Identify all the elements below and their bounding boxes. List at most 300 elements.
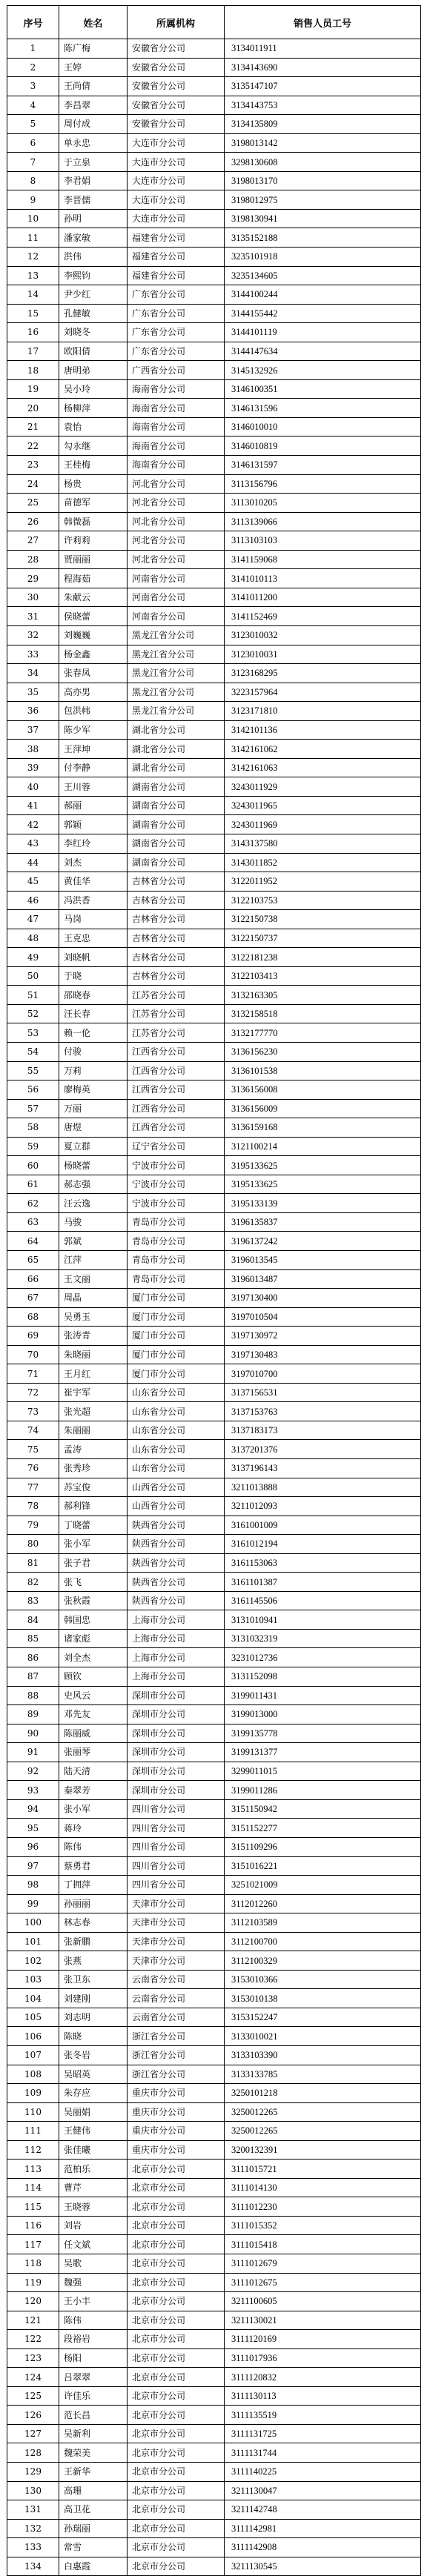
table-row: [7, 1194, 421, 1213]
table-row: [7, 777, 421, 797]
cell-seq: 59: [7, 1137, 59, 1156]
cell-employee-id: 3146100351: [225, 379, 421, 399]
table-row: [7, 58, 421, 77]
cell-seq: 121: [7, 2311, 59, 2330]
table-row: [7, 588, 421, 607]
cell-seq: 62: [7, 1194, 59, 1213]
cell-employee-id: 3243011969: [225, 815, 421, 834]
table-row: [7, 872, 421, 892]
cell-org: 江西省分公司: [128, 1118, 225, 1138]
cell-employee-id: 3113139066: [225, 512, 421, 531]
cell-employee-id: 3146131596: [225, 399, 421, 418]
table-row: [7, 2160, 421, 2179]
cell-name: 陈广梅: [59, 39, 128, 59]
cell-name: 万丽: [59, 1099, 128, 1118]
cell-org: 黑龙江省分公司: [128, 625, 225, 645]
cell-employee-id: 3111120832: [225, 2368, 421, 2387]
cell-org: 深圳市分公司: [128, 1743, 225, 1762]
cell-employee-id: 3151016221: [225, 1856, 421, 1876]
cell-seq: 28: [7, 550, 59, 569]
cell-name: 夏立群: [59, 1137, 128, 1156]
cell-name: 王尚倩: [59, 77, 128, 96]
cell-name: 廖梅英: [59, 1080, 128, 1100]
table-row: [7, 1269, 421, 1289]
cell-name: 冯洪香: [59, 891, 128, 910]
table-row: [7, 153, 421, 172]
table-row: [7, 1080, 421, 1100]
cell-employee-id: 3144147634: [225, 342, 421, 361]
cell-seq: 99: [7, 1894, 59, 1913]
table-row: [7, 1894, 421, 1913]
cell-employee-id: 3112012260: [225, 1894, 421, 1913]
table-row: [7, 2008, 421, 2027]
cell-seq: 56: [7, 1080, 59, 1100]
cell-seq: 100: [7, 1913, 59, 1933]
cell-employee-id: 3196135837: [225, 1212, 421, 1232]
cell-name: 刘晓帆: [59, 948, 128, 967]
cell-employee-id: 3142161063: [225, 758, 421, 777]
table-row: [7, 758, 421, 777]
cell-name: 周付成: [59, 115, 128, 134]
cell-employee-id: 3144100244: [225, 285, 421, 305]
cell-name: 郝志强: [59, 1175, 128, 1194]
cell-org: 广东省分公司: [128, 285, 225, 305]
cell-employee-id: 3200132391: [225, 2140, 421, 2160]
table-row: [7, 2348, 421, 2368]
cell-seq: 116: [7, 2216, 59, 2235]
cell-org: 湖南省分公司: [128, 777, 225, 797]
cell-employee-id: 3151109296: [225, 1837, 421, 1856]
cell-seq: 97: [7, 1856, 59, 1876]
cell-name: 王川蓉: [59, 777, 128, 797]
table-row: [7, 1345, 421, 1364]
table-row: [7, 1459, 421, 1478]
cell-employee-id: 3197010700: [225, 1364, 421, 1384]
cell-org: 大连市分公司: [128, 209, 225, 228]
table-row: [7, 1667, 421, 1687]
cell-name: 刘杰: [59, 853, 128, 872]
cell-org: 四川省分公司: [128, 1799, 225, 1819]
cell-employee-id: 3123010032: [225, 625, 421, 645]
cell-seq: 69: [7, 1327, 59, 1346]
cell-employee-id: 3111012675: [225, 2273, 421, 2292]
table-row: [7, 209, 421, 228]
cell-org: 黑龙江省分公司: [128, 683, 225, 702]
cell-name: 丁拥萍: [59, 1876, 128, 1895]
cell-name: 白惠霞: [59, 2557, 128, 2576]
cell-employee-id: 3144155442: [225, 304, 421, 323]
cell-employee-id: 3112100700: [225, 1932, 421, 1951]
table-row: [7, 569, 421, 588]
cell-name: 张卫东: [59, 1970, 128, 1989]
cell-org: 深圳市分公司: [128, 1705, 225, 1724]
table-row: [7, 248, 421, 267]
cell-employee-id: 3153010366: [225, 1970, 421, 1989]
cell-seq: 61: [7, 1175, 59, 1194]
table-row: [7, 986, 421, 1005]
cell-seq: 77: [7, 1478, 59, 1497]
cell-org: 北京市分公司: [128, 2519, 225, 2538]
cell-employee-id: 3121100214: [225, 1137, 421, 1156]
cell-seq: 134: [7, 2557, 59, 2576]
cell-seq: 103: [7, 1970, 59, 1989]
cell-name: 吴小玲: [59, 379, 128, 399]
cell-seq: 5: [7, 115, 59, 134]
table-row: [7, 494, 421, 513]
cell-name: 王月红: [59, 1364, 128, 1384]
cell-name: 马岗: [59, 910, 128, 929]
cell-employee-id: 3133133785: [225, 2065, 421, 2084]
cell-name: 杨金鑫: [59, 645, 128, 664]
cell-employee-id: 3195133139: [225, 1194, 421, 1213]
cell-seq: 55: [7, 1061, 59, 1080]
cell-name: 林志春: [59, 1913, 128, 1933]
cell-org: 宁波市分公司: [128, 1156, 225, 1175]
cell-name: 曹芹: [59, 2178, 128, 2197]
table-row: [7, 2122, 421, 2141]
cell-org: 北京市分公司: [128, 2235, 225, 2254]
cell-org: 江西省分公司: [128, 1061, 225, 1080]
cell-name: 唐煜: [59, 1118, 128, 1138]
cell-seq: 19: [7, 379, 59, 399]
cell-org: 江苏省分公司: [128, 1004, 225, 1023]
cell-org: 大连市分公司: [128, 190, 225, 210]
table-row: [7, 683, 421, 702]
cell-org: 湖南省分公司: [128, 815, 225, 834]
cell-org: 北京市分公司: [128, 2197, 225, 2217]
table-row: [7, 399, 421, 418]
cell-seq: 41: [7, 796, 59, 815]
cell-seq: 18: [7, 361, 59, 380]
table-row: [7, 891, 421, 910]
cell-employee-id: 3197130483: [225, 1345, 421, 1364]
cell-seq: 16: [7, 323, 59, 342]
cell-seq: 17: [7, 342, 59, 361]
cell-org: 北京市分公司: [128, 2424, 225, 2443]
cell-org: 安徽省分公司: [128, 77, 225, 96]
table-row: [7, 2463, 421, 2482]
cell-seq: 75: [7, 1440, 59, 1459]
cell-name: 杨柳萍: [59, 399, 128, 418]
table-row: [7, 77, 421, 96]
cell-org: 上海市分公司: [128, 1610, 225, 1630]
cell-org: 大连市分公司: [128, 153, 225, 172]
table-row: [7, 285, 421, 305]
cell-employee-id: 3111012679: [225, 2254, 421, 2273]
table-row: [7, 2045, 421, 2065]
cell-org: 厦门市分公司: [128, 1345, 225, 1364]
table-row: [7, 2386, 421, 2406]
cell-seq: 106: [7, 2027, 59, 2046]
cell-name: 万莉: [59, 1061, 128, 1080]
table-row: [7, 417, 421, 436]
cell-name: 郭斌: [59, 1232, 128, 1251]
cell-seq: 1: [7, 39, 59, 59]
cell-seq: 34: [7, 664, 59, 683]
cell-employee-id: 3197130400: [225, 1289, 421, 1308]
cell-employee-id: 3211100605: [225, 2292, 421, 2311]
cell-seq: 128: [7, 2443, 59, 2463]
cell-employee-id: 3146010010: [225, 417, 421, 436]
cell-name: 张飞: [59, 1573, 128, 1592]
table-row: [7, 1061, 421, 1080]
cell-seq: 73: [7, 1402, 59, 1421]
table-row: [7, 1913, 421, 1933]
cell-employee-id: 3111017936: [225, 2348, 421, 2368]
cell-employee-id: 3123171810: [225, 702, 421, 721]
cell-employee-id: 3195133625: [225, 1175, 421, 1194]
cell-org: 浙江省分公司: [128, 2065, 225, 2084]
cell-employee-id: 3153152247: [225, 2008, 421, 2027]
cell-name: 张冬岩: [59, 2045, 128, 2065]
table-row: [7, 1705, 421, 1724]
cell-employee-id: 3141159068: [225, 550, 421, 569]
table-row: [7, 1932, 421, 1951]
cell-name: 李红玲: [59, 834, 128, 853]
cell-seq: 124: [7, 2368, 59, 2387]
header-org: 所属机构: [128, 6, 225, 39]
cell-org: 青岛市分公司: [128, 1212, 225, 1232]
cell-employee-id: 3134143753: [225, 96, 421, 115]
table-row: [7, 2084, 421, 2103]
cell-name: 张子君: [59, 1553, 128, 1573]
cell-name: 孙瑞丽: [59, 2519, 128, 2538]
cell-org: 福建省分公司: [128, 228, 225, 248]
cell-name: 朱存应: [59, 2084, 128, 2103]
cell-name: 朱晓丽: [59, 1345, 128, 1364]
cell-seq: 98: [7, 1876, 59, 1895]
table-row: [7, 1327, 421, 1346]
cell-employee-id: 3113103103: [225, 531, 421, 551]
cell-name: 张燕: [59, 1951, 128, 1971]
cell-name: 秦翠芳: [59, 1781, 128, 1800]
cell-employee-id: 3133103390: [225, 2045, 421, 2065]
cell-name: 汪长春: [59, 1004, 128, 1023]
table-row: [7, 1383, 421, 1402]
cell-employee-id: 3161001009: [225, 1516, 421, 1535]
table-row: [7, 1762, 421, 1781]
cell-seq: 101: [7, 1932, 59, 1951]
cell-org: 河北省分公司: [128, 512, 225, 531]
table-row: [7, 1118, 421, 1138]
cell-org: 深圳市分公司: [128, 1781, 225, 1800]
table-row: [7, 1497, 421, 1516]
cell-name: 张秀珍: [59, 1459, 128, 1478]
cell-name: 郭颖: [59, 815, 128, 834]
table-row: [7, 2500, 421, 2520]
cell-employee-id: 3211012093: [225, 1497, 421, 1516]
table-row: [7, 2027, 421, 2046]
cell-employee-id: 3111142908: [225, 2538, 421, 2557]
cell-seq: 23: [7, 456, 59, 475]
table-row: [7, 531, 421, 551]
cell-seq: 108: [7, 2065, 59, 2084]
cell-employee-id: 3250012265: [225, 2122, 421, 2141]
cell-employee-id: 3211130047: [225, 2481, 421, 2500]
table-row: [7, 2330, 421, 2349]
table-header-row: [7, 6, 421, 39]
cell-org: 湖北省分公司: [128, 720, 225, 740]
table-row: [7, 1421, 421, 1440]
cell-employee-id: 3142101136: [225, 720, 421, 740]
cell-seq: 79: [7, 1516, 59, 1535]
cell-employee-id: 3251021009: [225, 1876, 421, 1895]
cell-seq: 12: [7, 248, 59, 267]
table-row: [7, 2197, 421, 2217]
cell-seq: 42: [7, 815, 59, 834]
cell-name: 范柏乐: [59, 2160, 128, 2179]
cell-employee-id: 3111015721: [225, 2160, 421, 2179]
table-row: [7, 1023, 421, 1043]
cell-employee-id: 3161101387: [225, 1573, 421, 1592]
cell-name: 程海茹: [59, 569, 128, 588]
cell-employee-id: 3135152188: [225, 228, 421, 248]
cell-employee-id: 3223157964: [225, 683, 421, 702]
cell-org: 陕西省分公司: [128, 1516, 225, 1535]
cell-employee-id: 3153010138: [225, 1989, 421, 2008]
cell-seq: 83: [7, 1591, 59, 1610]
cell-employee-id: 3131010941: [225, 1610, 421, 1630]
cell-seq: 26: [7, 512, 59, 531]
cell-seq: 48: [7, 929, 59, 948]
cell-org: 青岛市分公司: [128, 1232, 225, 1251]
cell-seq: 44: [7, 853, 59, 872]
cell-org: 天津市分公司: [128, 1894, 225, 1913]
cell-seq: 7: [7, 153, 59, 172]
cell-name: 吴新利: [59, 2424, 128, 2443]
cell-seq: 104: [7, 1989, 59, 2008]
cell-org: 山东省分公司: [128, 1402, 225, 1421]
cell-org: 江西省分公司: [128, 1042, 225, 1061]
cell-name: 付李静: [59, 758, 128, 777]
cell-employee-id: 3198012975: [225, 190, 421, 210]
cell-employee-id: 3131032319: [225, 1629, 421, 1648]
table-row: [7, 1591, 421, 1610]
table-row: [7, 929, 421, 948]
cell-seq: 25: [7, 494, 59, 513]
cell-org: 厦门市分公司: [128, 1289, 225, 1308]
cell-employee-id: 3131152098: [225, 1667, 421, 1687]
table-row: [7, 190, 421, 210]
table-row: [7, 2140, 421, 2160]
cell-employee-id: 3146010819: [225, 436, 421, 456]
table-row: [7, 1307, 421, 1327]
cell-seq: 92: [7, 1762, 59, 1781]
table-row: [7, 796, 421, 815]
table-row: [7, 1970, 421, 1989]
cell-seq: 130: [7, 2481, 59, 2500]
cell-org: 广东省分公司: [128, 323, 225, 342]
cell-employee-id: 3134135809: [225, 115, 421, 134]
table-row: [7, 304, 421, 323]
cell-name: 吴昭英: [59, 2065, 128, 2084]
cell-org: 北京市分公司: [128, 2557, 225, 2576]
cell-name: 诸家彪: [59, 1629, 128, 1648]
cell-seq: 49: [7, 948, 59, 967]
cell-org: 辽宁省分公司: [128, 1137, 225, 1156]
cell-org: 天津市分公司: [128, 1951, 225, 1971]
table-row: [7, 1629, 421, 1648]
cell-name: 吴丽娟: [59, 2102, 128, 2122]
table-row: [7, 2424, 421, 2443]
cell-employee-id: 3143011852: [225, 853, 421, 872]
cell-employee-id: 3132158518: [225, 1004, 421, 1023]
cell-employee-id: 3144101119: [225, 323, 421, 342]
cell-employee-id: 3111130113: [225, 2386, 421, 2406]
cell-org: 山东省分公司: [128, 1383, 225, 1402]
table-row: [7, 1837, 421, 1856]
cell-seq: 30: [7, 588, 59, 607]
cell-seq: 110: [7, 2102, 59, 2122]
table-row: [7, 228, 421, 248]
cell-seq: 14: [7, 285, 59, 305]
table-row: [7, 2519, 421, 2538]
cell-name: 王桂梅: [59, 456, 128, 475]
table-row: [7, 645, 421, 664]
cell-seq: 60: [7, 1156, 59, 1175]
cell-org: 上海市分公司: [128, 1648, 225, 1667]
cell-org: 山西省分公司: [128, 1497, 225, 1516]
table-row: [7, 834, 421, 853]
cell-employee-id: 3123168295: [225, 664, 421, 683]
table-row: [7, 361, 421, 380]
cell-org: 黑龙江省分公司: [128, 664, 225, 683]
table-row: [7, 456, 421, 475]
table-row: [7, 2368, 421, 2387]
cell-org: 深圳市分公司: [128, 1686, 225, 1705]
cell-employee-id: 3199013000: [225, 1705, 421, 1724]
cell-seq: 6: [7, 133, 59, 153]
cell-seq: 88: [7, 1686, 59, 1705]
cell-name: 刘岩: [59, 2216, 128, 2235]
cell-seq: 109: [7, 2084, 59, 2103]
cell-employee-id: 3122103413: [225, 966, 421, 986]
cell-employee-id: 3199011286: [225, 1781, 421, 1800]
cell-name: 魏荣美: [59, 2443, 128, 2463]
cell-org: 湖南省分公司: [128, 853, 225, 872]
cell-seq: 22: [7, 436, 59, 456]
table-row: [7, 1743, 421, 1762]
cell-seq: 43: [7, 834, 59, 853]
cell-name: 王克忠: [59, 929, 128, 948]
cell-name: 孟涛: [59, 1440, 128, 1459]
table-row: [7, 2311, 421, 2330]
cell-name: 郝丽: [59, 796, 128, 815]
cell-employee-id: 3250101218: [225, 2084, 421, 2103]
cell-name: 许佳乐: [59, 2386, 128, 2406]
cell-employee-id: 3211130545: [225, 2557, 421, 2576]
cell-org: 重庆市分公司: [128, 2102, 225, 2122]
cell-org: 云南省分公司: [128, 1989, 225, 2008]
table-row: [7, 948, 421, 967]
cell-name: 江萍: [59, 1251, 128, 1270]
cell-employee-id: 3113156796: [225, 474, 421, 494]
cell-employee-id: 3211130021: [225, 2311, 421, 2330]
table-row: [7, 815, 421, 834]
cell-employee-id: 3161153063: [225, 1553, 421, 1573]
cell-name: 吴勇玉: [59, 1307, 128, 1327]
table-row: [7, 625, 421, 645]
cell-seq: 33: [7, 645, 59, 664]
cell-name: 杨贵: [59, 474, 128, 494]
table-row: [7, 664, 421, 683]
cell-org: 宁波市分公司: [128, 1175, 225, 1194]
cell-org: 厦门市分公司: [128, 1327, 225, 1346]
cell-name: 李君娟: [59, 171, 128, 190]
cell-org: 北京市分公司: [128, 2292, 225, 2311]
cell-employee-id: 3136156008: [225, 1080, 421, 1100]
cell-name: 吴歌: [59, 2254, 128, 2273]
